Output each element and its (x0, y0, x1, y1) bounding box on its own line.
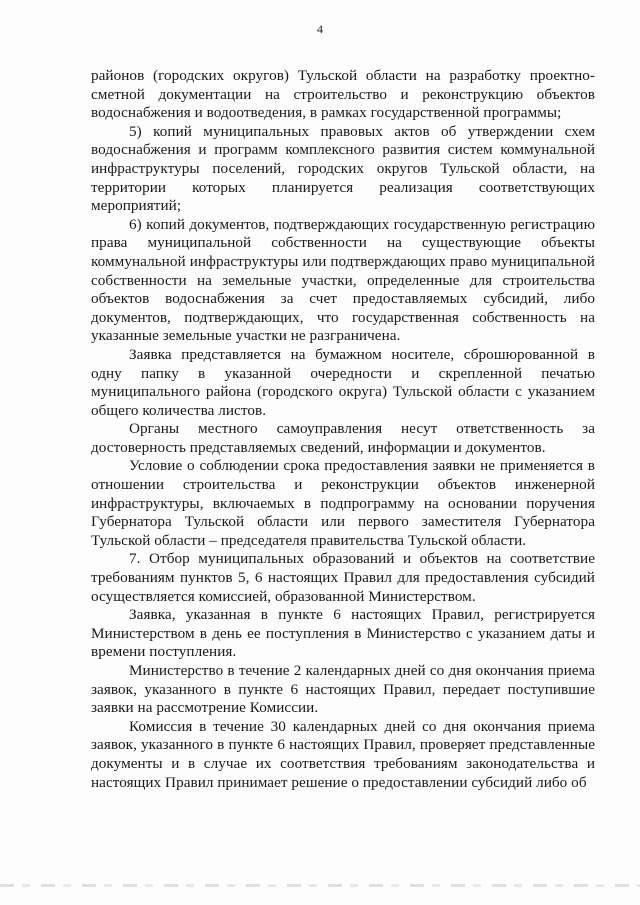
paragraph-ministry-transfer: Министерство в течение 2 календарных дней со дня окончания приема заявок, указанного в пункте 6 настоящих Правил, передает поступившие заявки на рассмотрение Комиссии. (91, 662, 595, 717)
paragraph-continuation: районов (городских округов) Тульской области на разработку проектно-сметной документации на строительство и реконструкцию объектов водоснабжения и водоотведения, в рамках государственной программы; (91, 67, 595, 122)
paragraph-application-format: Заявка представляется на бумажном носителе, сброшюрованной в одну папку в указанной очередности и скрепленной печатью муниципального района (городского округа) Тульской области с указанием общего количества листов. (91, 345, 595, 419)
paragraph-registration: Заявка, указанная в пункте 6 настоящих Правил, регистрируется Министерством в день ее поступления в Министерство с указанием даты и времени поступления. (91, 606, 595, 661)
paragraph-deadline-exception: Условие о соблюдении срока предоставления заявки не применяется в отношении строительства и реконструкции объектов инженерной инфраструктуры, включаемых в подпрограмму на основании поручения Губернатора Тульской области или первого заместителя Губернатора Тульской области – председателя правительства Тульской области. (91, 457, 595, 549)
paragraph-commission-review: Комиссия в течение 30 календарных дней со дня окончания приема заявок, указанного в пункте 6 настоящих Правил, проверяет представленные документы и в случае их соответствия требованиям законодательства и настоящих Правил принимает решение о предоставлении субсидий либо об (91, 717, 595, 791)
page-number: 4 (317, 22, 323, 36)
paragraph-item-5: 5) копий муниципальных правовых актов об утверждении схем водоснабжения и программ комплексного развития систем коммунальной инфраструктуры поселений, городских округов Тульской области, на территории которых планируется реализация соответствующих мероприятий; (91, 122, 595, 215)
scan-artifact-line (0, 884, 640, 887)
paragraph-item-6: 6) копий документов, подтверждающих государственную регистрацию права муниципальной собственности на существующие объекты коммунальной инфраструктуры или подтверждающих право муниципальной собственности на земельные участки, определенные для строительства объектов водоснабжения за счет предоставляемых субсидий, либо документов, подтверждающих, что государственная собственность на указанные земельные участки не разграничена. (91, 215, 595, 345)
paragraph-item-7-selection: 7. Отбор муниципальных образований и объектов на соответствие требованиям пунктов 5, 6 настоящих Правил для предоставления субсидий осуществляется комиссией, образованной Министерством. (91, 550, 595, 605)
paragraph-responsibility: Органы местного самоуправления несут ответственность за достоверность представляемых сведений, информации и документов. (91, 420, 595, 456)
document-body (91, 67, 595, 792)
